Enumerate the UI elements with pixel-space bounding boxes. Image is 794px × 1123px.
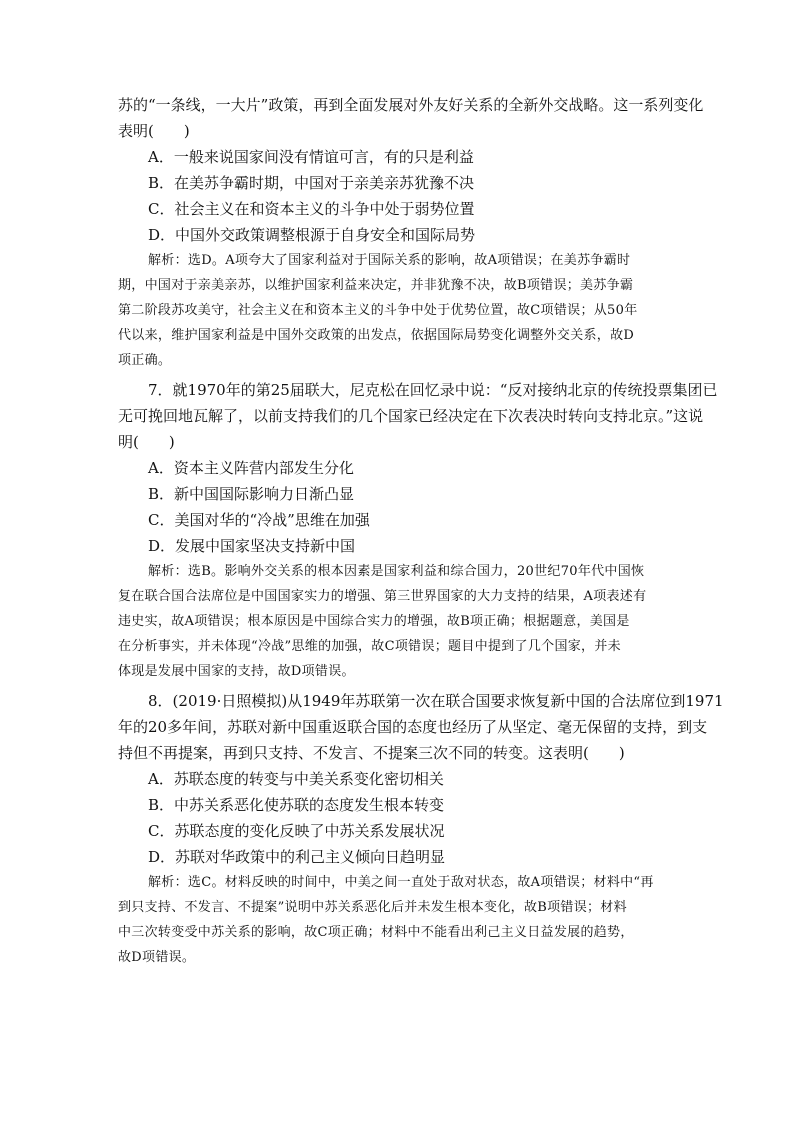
analysis-line: 期，中国对于亲美亲苏，以维护国家利益来决定，并非犹豫不决，故B项错误；美苏争霸 bbox=[118, 278, 634, 293]
question-6 bbox=[118, 92, 704, 373]
question-7 bbox=[118, 377, 718, 684]
answer-option-b: B．新中国国际影响力日渐凸显 bbox=[148, 485, 355, 503]
answer-option-c: C．苏联态度的变化反映了中苏关系发展状况 bbox=[148, 822, 445, 840]
answer-option-b: B．中苏关系恶化使苏联的态度发生根本转变 bbox=[148, 796, 445, 814]
analysis-line: 代以来，维护国家利益是中国外交政策的出发点，依据国际局势变化调整外交关系，故D bbox=[118, 328, 635, 343]
question-stem-line: 表明( ) bbox=[118, 122, 190, 140]
question-stem-line: 明( ) bbox=[118, 433, 175, 451]
analysis-line: 项正确。 bbox=[118, 353, 172, 368]
question-stem-line: 7．就1970年的第25届联大，尼克松在回忆录中说：“反对接纳北京的传统投票集团已 bbox=[148, 381, 718, 399]
question-stem-line: 持但不再提案，再到只支持、不发言、不提案三次不同的转变。这表明( ) bbox=[118, 744, 625, 762]
question-stem-line: 苏的“一条线，一大片”政策，再到全面发展对外友好关系的全新外交战略。这一系列变化 bbox=[118, 96, 704, 114]
page-content bbox=[118, 92, 724, 970]
analysis-line: 违史实，故A项错误；根本原因是中国综合实力的增强，故B项正确；根据题意，美国是 bbox=[118, 614, 630, 629]
analysis-line: 在分析事实，并未体现“冷战”思维的加强，故C项错误；题目中提到了几个国家，并未 bbox=[118, 639, 621, 654]
question-8 bbox=[118, 688, 724, 970]
answer-option-a: A．一般来说国家间没有情谊可言，有的只是利益 bbox=[148, 148, 474, 166]
answer-option-d: D．中国外交政策调整根源于自身安全和国际局势 bbox=[148, 226, 476, 244]
analysis-line: 到只支持、不发言、不提案”说明中苏关系恶化后并未发生根本变化，故B项错误；材料 bbox=[118, 900, 627, 915]
analysis-line: 解析：选B。影响外交关系的根本因素是国家利益和综合国力，20世纪70年代中国恢 bbox=[148, 564, 645, 579]
answer-option-b: B．在美苏争霸时期，中国对于亲美亲苏犹豫不决 bbox=[148, 174, 475, 192]
analysis-line: 体现是发展中国家的支持，故D项错误。 bbox=[118, 664, 355, 679]
question-stem-line: 年的20多年间，苏联对新中国重返联合国的态度也经历了从坚定、毫无保留的支持，到支 bbox=[118, 718, 708, 736]
answer-option-c: C．社会主义在和资本主义的斗争中处于弱势位置 bbox=[148, 200, 475, 218]
question-stem-line: 无可挽回地瓦解了，以前支持我们的几个国家已经决定在下次表决时转向支持北京。”这说 bbox=[118, 407, 704, 425]
analysis-line: 故D项错误。 bbox=[118, 950, 196, 965]
answer-option-d: D．苏联对华政策中的利己主义倾向日趋明显 bbox=[148, 848, 446, 866]
answer-option-a: A．苏联态度的转变与中美关系变化密切相关 bbox=[148, 770, 444, 788]
analysis-line: 解析：选D。A项夸大了国家利益对于国际关系的影响，故A项错误；在美苏争霸时 bbox=[148, 253, 631, 268]
analysis-line: 第二阶段苏攻美守，社会主义在和资本主义的斗争中处于优势位置，故C项错误；从50年 bbox=[118, 303, 638, 318]
answer-option-a: A．资本主义阵营内部发生分化 bbox=[148, 459, 354, 477]
answer-option-c: C．美国对华的“冷战”思维在加强 bbox=[148, 511, 370, 529]
question-stem-line: 8．(2019·日照模拟)从1949年苏联第一次在联合国要求恢复新中国的合法席位到1971 bbox=[148, 692, 724, 710]
answer-option-d: D．发展中国家坚决支持新中国 bbox=[148, 537, 356, 555]
analysis-line: 中三次转变受中苏关系的影响，故C项正确；材料中不能看出利己主义日益发展的趋势， bbox=[118, 925, 634, 940]
analysis-line: 复在联合国合法席位是中国国家实力的增强、第三世界国家的大力支持的结果，A项表述有 bbox=[118, 589, 647, 604]
analysis-line: 解析：选C。材料反映的时间中，中美之间一直处于敌对状态，故A项错误；材料中“再 bbox=[148, 875, 654, 890]
